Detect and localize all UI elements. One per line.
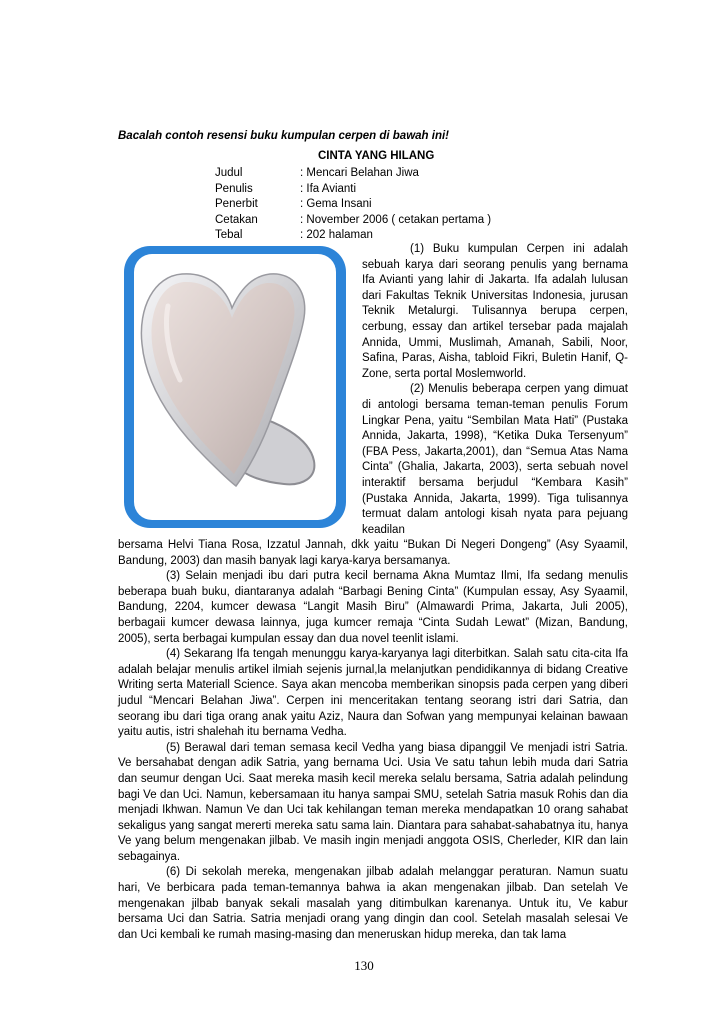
paragraph bbox=[118, 569, 628, 647]
meta-label: Tebal bbox=[215, 229, 243, 241]
paragraph-text: (4) Sekarang Ifa tengah menunggu karya-karyanya lagi diterbitkan. Salah satu cita-cita Ifa adalah belajar menulis artikel ilmiah sejenis jurnal,la melanjutkan pendidikannya di bidang Creative Writing serta Materiall Science. Saya akan mencoba memberikan sinopsis pada cerpen yang diberi judul “Mencari Belahan Jiwa”. Cerpen ini menceritakan tentang seorang istri dari Satria, dan seorang ibu dari tiga orang anak yaitu Aziz, Naura dan Sofwan yang mempunyai kelainan bawaan yaitu autis, istri shalehah itu bernama Vedha. bbox=[118, 648, 628, 739]
meta-label: Penerbit bbox=[215, 198, 258, 210]
meta-label: Cetakan bbox=[215, 213, 258, 226]
paragraph bbox=[118, 647, 628, 741]
paragraph bbox=[362, 382, 628, 538]
meta-value: : Mencari Belahan Jiwa bbox=[300, 167, 419, 179]
paragraph-text: (3) Selain menjadi ibu dari putra kecil bernama Akna Mumtaz Ilmi, Ifa sedang menulis beberapa buah buku, diantaranya adalah “Barbagi Bening Cinta” (Kumpulan essay, Asy Syaamil, Bandung, 2204, kumcer dewasa “Langit Masih Biru” (Almawardi Prima, Jakarta, Juli 2005), berbagaii kumcer dewasa lainnya, juga kumcer remaja “Cinta Sudah Lewat” (Mizan, Bandung, 2005), serta berbagai kumpulan essay dan dua novel teenlit islami. bbox=[118, 570, 628, 645]
paragraph-text: (2) Menulis beberapa cerpen yang dimuat di antologi bersama teman-teman penulis Forum Lingkar Pena, yaitu “Sembilan Mata Hati” (Pustaka Annida, Jakarta, 1998), “Ketika Duka Tersenyum” (FBA Pess, Jakarta,2001), dan “Semua Atas Nama Cinta” (Ghalia, Jakarta, 2003), serta sebuah novel interaktif bersama berjudul “Kembara Kasih” (Pustaka Annida, Jakarta, 1999). Tiga tulisannya termuat dalam antologi kisah nyata para pejuang keadilan bbox=[362, 383, 628, 536]
side-column bbox=[362, 242, 628, 538]
compact-mirror-figure bbox=[124, 246, 346, 528]
paragraph bbox=[118, 741, 628, 866]
body-column bbox=[118, 538, 628, 943]
intro-instruction: Bacalah contoh resensi buku kumpulan cerpen di bawah ini! bbox=[118, 130, 450, 142]
meta-row bbox=[215, 197, 491, 213]
meta-value: : November 2006 ( cetakan pertama ) bbox=[300, 213, 492, 226]
paragraph bbox=[118, 865, 628, 943]
page-number: 130 bbox=[354, 958, 374, 973]
paragraph-text: (5) Berawal dari teman semasa kecil Vedha yang biasa dipanggil Ve menjadi istri Satria. Ve bersahabat dengan adik Satria, yang bernama Uci. Usia Ve satu tahun lebih muda dari Satria dan seumur dengan Uci. Saat mereka masih kecil mereka selalu bersama, Satria adalah pelindung bagi Ve dan Uci. Namun, kebersamaan itu hanya sampai SMU, setelah Satria masuk Rohis dan dia menjadi Ikhwan. Namun Ve dan Uci tak kehilangan teman mereka mendapatkan 10 orang sahabat sekaligus yang sangat mererti mereka satu sama lain. Diantara para sahabat-sahabatnya itu, hanya Ve yang belum mengenakan jilbab. Ve masih ingin menjadi anggota OSIS, Cherleder, KIR dan lain sebagainya. bbox=[118, 741, 628, 863]
meta-row bbox=[215, 166, 491, 182]
meta-value: : Ifa Avianti bbox=[300, 182, 357, 195]
meta-label: Judul bbox=[215, 167, 243, 179]
paragraph-text: (6) Di sekolah mereka, mengenakan jilbab adalah melanggar peraturan. Namun suatu hari, Ve berbicara pada teman-temannya bahwa ia akan mengenakan jilbab. Dan setelah Ve mengenakan jilbab banyak sekali masalah yang ditimbulkan karenanya. Untuk itu, Ve kabur bersama Uci dan Satria. Satria menjadi orang yang dingin dan cool. Setelah masalah selesai Ve dan Uci kembali ke rumah masing-masing dan meneruskan hidup mereka, dan tak lama bbox=[118, 866, 628, 941]
meta-value: : 202 halaman bbox=[300, 229, 373, 241]
paragraph-text: (1) Buku kumpulan Cerpen ini adalah sebuah karya dari seorang penulis yang bernama Ifa Avianti yang lahir di Jakarta. Ifa adalah lulusan dari Fakultas Teknik Universitas Indonesia, jurusan Teknik Metalurgi. Tulisannya berupa cerpen, cerbung, essay dan artikel tersebar pada majalah Annida, Ummi, Muslimah, Amanah, Sabili, Noor, Safina, Paras, Aisha, tabloid Fikri, Buletin Hanif, Q-Zone, serta portal Moslemworld. bbox=[362, 243, 628, 380]
meta-row bbox=[215, 182, 491, 198]
meta-row bbox=[215, 213, 491, 229]
meta-value: : Gema Insani bbox=[300, 198, 372, 210]
review-title: CINTA YANG HILANG bbox=[318, 150, 435, 162]
paragraph bbox=[362, 242, 628, 382]
continuation-paragraph: bersama Helvi Tiana Rosa, Izzatul Jannah, dkk yaitu “Bukan Di Negeri Dongeng” (Asy Syaamil, Bandung, 2003) dan masih banyak lagi karya-karya bersamanya. bbox=[118, 539, 628, 567]
book-meta bbox=[215, 166, 491, 244]
meta-label: Penulis bbox=[215, 182, 253, 195]
